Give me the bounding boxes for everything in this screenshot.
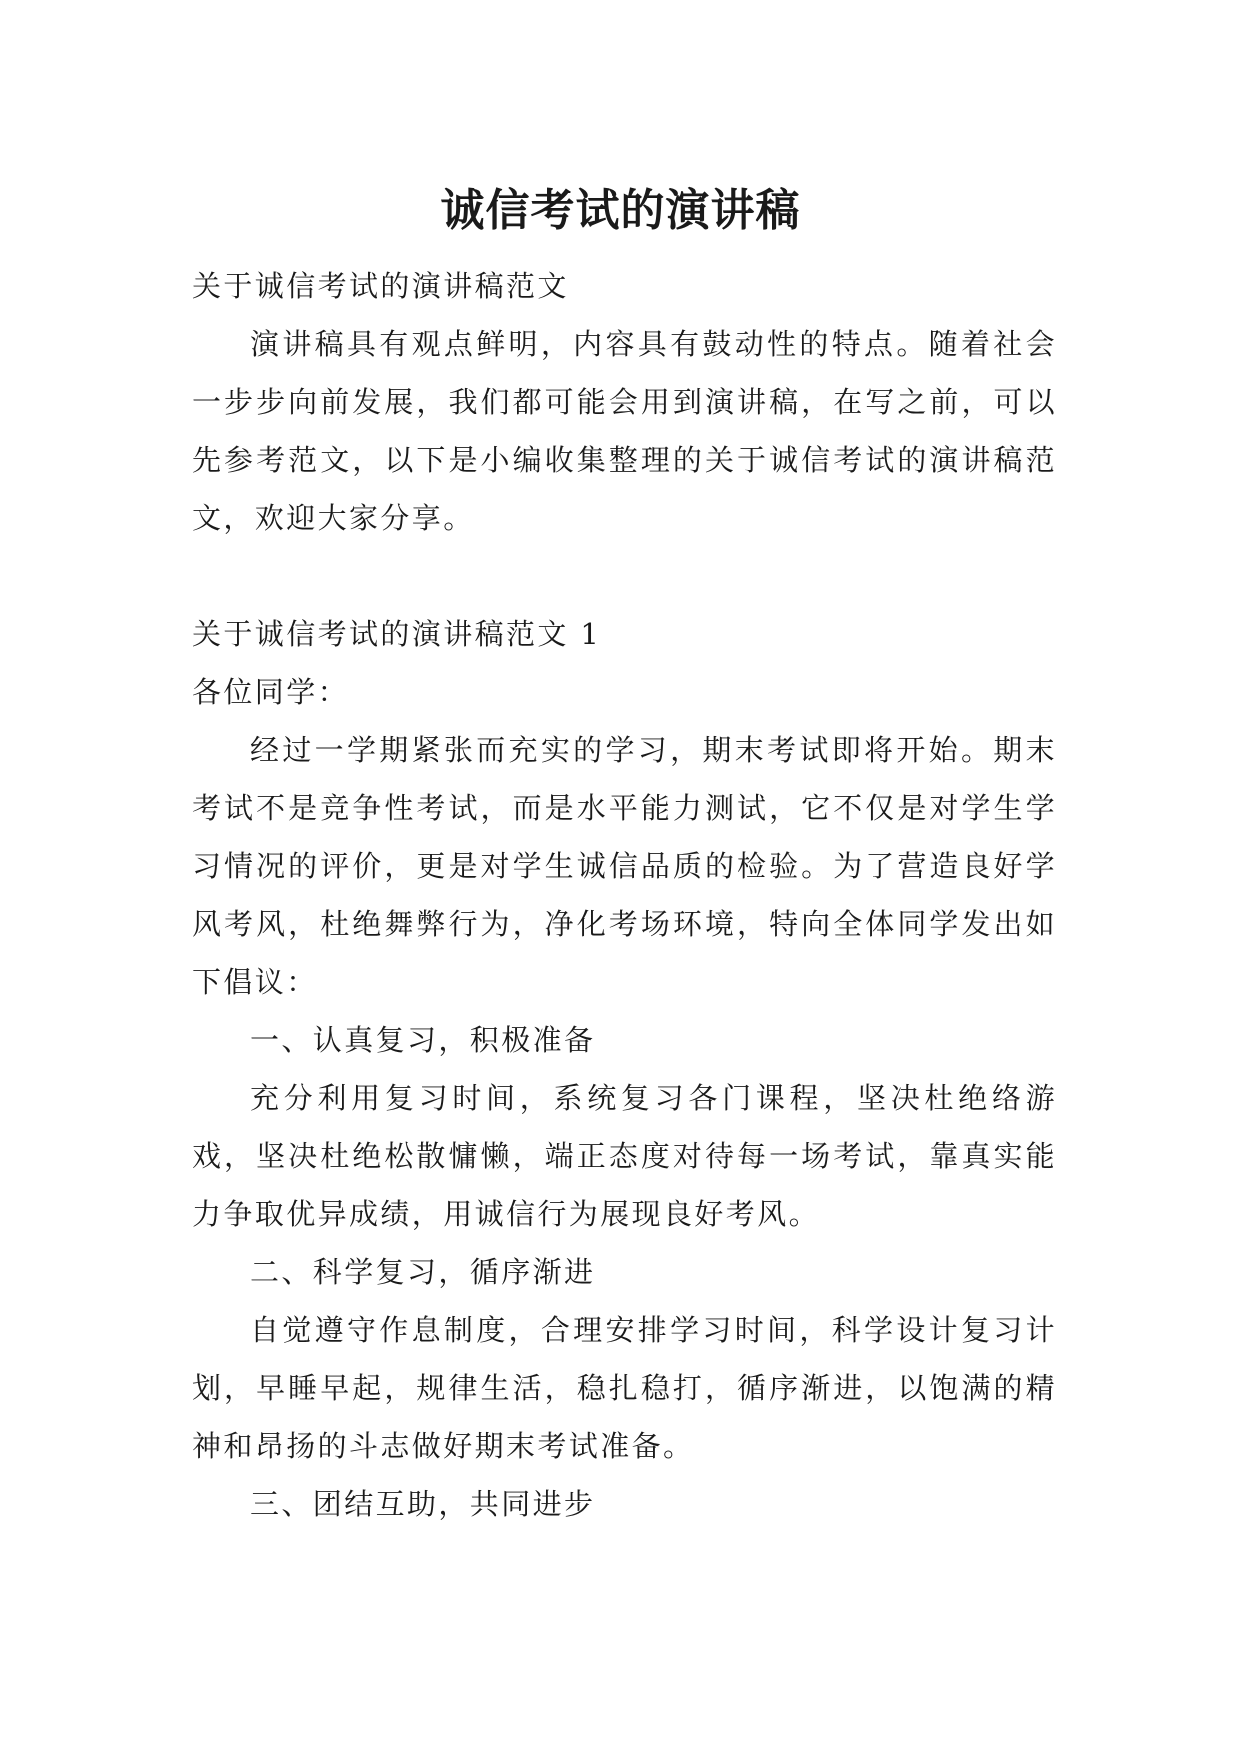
document-body bbox=[192, 257, 1057, 1533]
point-text-1: 充分利用复习时间，系统复习各门课程，坚决杜绝络游戏，坚决杜绝松散慵懒，端正态度对待每一场考试，靠真实能力争取优异成绩，用诚信行为展现良好考风。 bbox=[192, 1081, 1057, 1231]
document-title: 诚信考试的演讲稿 bbox=[440, 185, 801, 237]
paragraph-spacer bbox=[192, 547, 1057, 605]
point-text-2: 自觉遵守作息制度，合理安排学习时间，科学设计复习计划，早睡早起，规律生活，稳扎稳打，循序渐进，以饱满的精神和昂扬的斗志做好期末考试准备。 bbox=[192, 1313, 1057, 1463]
point-heading-1: 一、认真复习，积极准备 bbox=[250, 1023, 596, 1057]
point-heading-2: 二、科学复习，循序渐进 bbox=[250, 1255, 596, 1289]
intro-paragraph: 演讲稿具有观点鲜明，内容具有鼓动性的特点。随着社会一步步向前发展，我们都可能会用到演讲稿，在写之前，可以先参考范文，以下是小编收集整理的关于诚信考试的演讲稿范文，欢迎大家分享。 bbox=[192, 327, 1057, 535]
greeting: 各位同学： bbox=[192, 675, 350, 709]
point-heading-3: 三、团结互助，共同进步 bbox=[250, 1487, 596, 1521]
section-heading: 关于诚信考试的演讲稿范文 1 bbox=[192, 617, 602, 651]
opening-paragraph: 经过一学期紧张而充实的学习，期末考试即将开始。期末考试不是竞争性考试，而是水平能力测试，它不仅是对学生学习情况的评价，更是对学生诚信品质的检验。为了营造良好学风考风，杜绝舞弊行为，净化考场环境，特向全体同学发出如下倡议： bbox=[192, 733, 1057, 999]
document-subtitle: 关于诚信考试的演讲稿范文 bbox=[192, 269, 569, 303]
